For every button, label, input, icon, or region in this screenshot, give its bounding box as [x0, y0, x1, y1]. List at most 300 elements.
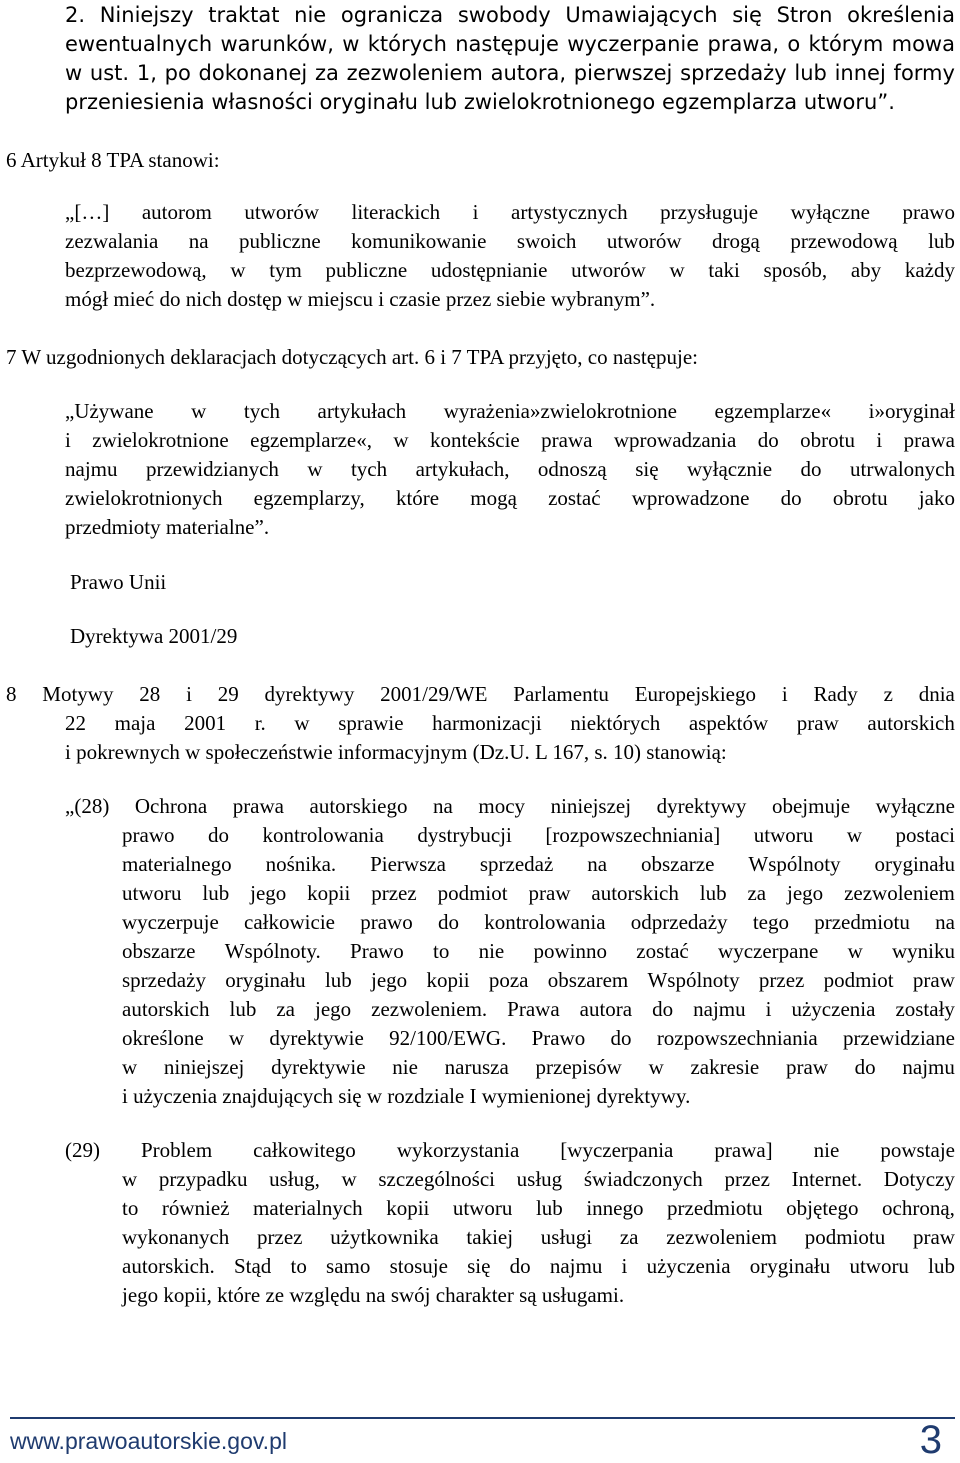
word: niniejszej [163, 1055, 245, 1079]
word: utworów [244, 200, 319, 224]
word: Stron [776, 3, 833, 27]
word: jego [787, 881, 824, 905]
word: w [65, 61, 83, 85]
page-number: 3 [919, 1418, 942, 1462]
word: autora [579, 997, 633, 1021]
word: mowa [891, 32, 955, 56]
word: i [472, 200, 479, 224]
word: traktat [208, 3, 280, 27]
word: tych [243, 399, 281, 423]
document-text-line [65, 455, 955, 483]
word: w [847, 939, 863, 963]
word: 29 [217, 682, 239, 706]
word: wyniku [892, 939, 955, 963]
word: o [787, 32, 801, 56]
word: objętego [786, 1196, 859, 1220]
word: zakresie [690, 1055, 760, 1079]
word: Rady [813, 682, 858, 706]
word: jego [314, 997, 352, 1021]
word: sprzedaż [479, 852, 554, 876]
word: się [732, 3, 762, 27]
word: Parlamentu [513, 682, 609, 706]
word: lub [535, 1196, 563, 1220]
word: nie [392, 1055, 418, 1079]
word: każdy [904, 258, 955, 282]
word: w [122, 1055, 138, 1079]
document-text-line [122, 1223, 955, 1251]
word: zostać [548, 486, 601, 510]
word: Pierwsza [370, 852, 446, 876]
word: „(28) [65, 794, 110, 818]
word: na [188, 229, 209, 253]
word: wprowadzone [631, 486, 750, 510]
word: bezprzewodową, [65, 258, 207, 282]
document-text-line [122, 908, 955, 936]
word: tych [350, 457, 388, 481]
word: usług, [269, 1167, 320, 1191]
word: publiczne [239, 229, 321, 253]
word: praw [785, 1055, 828, 1079]
document-text-line [122, 995, 955, 1023]
word: dystrybucji [417, 823, 512, 847]
word: egzemplarze«, [250, 428, 372, 452]
word: całkowitego [253, 1138, 356, 1162]
word: nie [478, 939, 505, 963]
word: przez [257, 1225, 303, 1249]
word: najmu [549, 1254, 603, 1278]
word: w [228, 1026, 245, 1050]
word: w [342, 32, 360, 56]
word: kopii [426, 968, 470, 992]
word: dyrektywie [271, 1055, 366, 1079]
word: praw [796, 711, 839, 735]
word: dyrektywy [656, 794, 747, 818]
document-text-line [65, 1136, 955, 1164]
document-text-line [122, 850, 955, 878]
word: których [367, 32, 447, 56]
document-text-line [122, 1252, 955, 1280]
word: którym [808, 32, 884, 56]
word: przedmiotu [814, 910, 910, 934]
document-text-line [122, 1194, 955, 1222]
word: całkowicie [244, 910, 335, 934]
word: formy [893, 61, 955, 85]
word: jego [250, 881, 287, 905]
word: kontrolowania [262, 823, 384, 847]
word: ust. [89, 61, 130, 85]
word: użytkownika [330, 1225, 439, 1249]
word: przysługuje [660, 200, 759, 224]
word: utrwalonych [850, 457, 955, 481]
word: na [433, 794, 453, 818]
document-text-line: 7 W uzgodnionych deklaracjach dotyczących art. 6 i 7 TPA przyjęto, co następuje: [6, 345, 699, 369]
word: użyczenia [791, 997, 876, 1021]
word: kontekście [429, 428, 520, 452]
word: jako [918, 486, 955, 510]
word: Niniejszy [99, 3, 194, 27]
word: „[…] [65, 200, 110, 224]
word: ogranicza [340, 3, 444, 27]
word: do [509, 1254, 531, 1278]
word: przez [724, 1167, 770, 1191]
word: zostały [895, 997, 955, 1021]
word: Prawo [350, 939, 404, 963]
word: ochroną, [882, 1196, 955, 1220]
word: w [122, 1167, 138, 1191]
word: z [883, 682, 893, 706]
word: stosuje [389, 1254, 448, 1278]
word: podmiot [437, 881, 508, 905]
word: lub [928, 1254, 955, 1278]
word: przypadku [158, 1167, 248, 1191]
word: utworu [452, 1196, 513, 1220]
word: autorskiego [309, 794, 408, 818]
word: 92/100/EWG. [389, 1026, 507, 1050]
word: lub [229, 997, 257, 1021]
word: tego [752, 910, 789, 934]
word: określenia [847, 3, 955, 27]
word: rozpowszechniania [656, 1026, 818, 1050]
word: Umawiających [565, 3, 718, 27]
word: Prawa [507, 997, 560, 1021]
word: zezwoleniem [844, 881, 955, 905]
word: autorskich [591, 881, 679, 905]
word: zwielokrotnione [92, 428, 229, 452]
word: warunków, [220, 32, 334, 56]
word: najmu [902, 1055, 955, 1079]
word: zezwoleniem [346, 61, 483, 85]
word: lub [794, 61, 827, 85]
document-text-line [65, 59, 955, 87]
word: tym [269, 258, 302, 282]
word: niektórych [570, 711, 661, 735]
word: samo [326, 1254, 371, 1278]
word: w [393, 428, 409, 452]
word: swobody [457, 3, 551, 27]
document-text-line: Dyrektywa 2001/29 [70, 624, 238, 648]
word: prawo [122, 823, 175, 847]
word: powstaje [880, 1138, 955, 1162]
word: 2001/29/WE [380, 682, 488, 706]
word: oryginału [225, 968, 306, 992]
word: prawa [541, 428, 593, 452]
word: przepisów [535, 1055, 622, 1079]
document-text-line [65, 1, 955, 29]
word: do [652, 997, 674, 1021]
word: na [935, 910, 955, 934]
document-text-line [122, 821, 955, 849]
word: do [208, 823, 229, 847]
word: obejmuje [771, 794, 851, 818]
word: udostępnianie [430, 258, 548, 282]
word: obrotu [832, 486, 888, 510]
document-text-line [122, 1053, 955, 1081]
word: dyrektywy [264, 682, 355, 706]
word: prawo [360, 910, 413, 934]
word: usługi [540, 1225, 593, 1249]
word: i»oryginał [868, 399, 955, 423]
word: podmiot [823, 968, 894, 992]
word: Dotyczy [883, 1167, 955, 1191]
document-text-line [65, 198, 955, 226]
word: powinno [533, 939, 608, 963]
word: Stąd [233, 1254, 272, 1278]
word: wyłącznie [686, 457, 773, 481]
document-text-line [65, 792, 955, 820]
word: publiczne [325, 258, 408, 282]
word: prawa] [714, 1138, 773, 1162]
word: za [619, 1225, 639, 1249]
document-text-line [65, 709, 955, 737]
word: Europejskiego [634, 682, 757, 706]
word: wyczerpanie [567, 32, 700, 56]
word: w [669, 258, 685, 282]
word: Motywy [42, 682, 114, 706]
word: 2. [65, 3, 86, 27]
word: autora, [490, 61, 567, 85]
word: lub [699, 881, 727, 905]
word: utworów [606, 229, 682, 253]
word: wyrażenia»zwielokrotnione [443, 399, 677, 423]
word: autorskich [122, 997, 210, 1021]
word: egzemplarzy, [253, 486, 365, 510]
word: dokonanej [198, 61, 308, 85]
word: sprawie [338, 711, 404, 735]
word: ewentualnych [65, 32, 213, 56]
word: utworu [753, 823, 814, 847]
word: lub [202, 881, 230, 905]
word: Wspólnoty. [224, 939, 321, 963]
word: to [290, 1254, 307, 1278]
word: przewidzianych [145, 457, 279, 481]
word: świadczonych [583, 1167, 703, 1191]
document-text-line [65, 484, 955, 512]
word: które [395, 486, 440, 510]
word: do [757, 428, 779, 452]
footer-divider [10, 1417, 955, 1419]
word: kontrolowania [484, 910, 606, 934]
word: mogą [470, 486, 517, 510]
word: w [648, 1055, 664, 1079]
word: i [876, 428, 883, 452]
word: 2001 [184, 711, 227, 735]
word: praw [912, 968, 955, 992]
word: 1, [136, 61, 157, 85]
word: do [437, 910, 459, 934]
word: wyczerpuje [122, 910, 219, 934]
word: i [621, 1254, 628, 1278]
word: wyłączne [875, 794, 955, 818]
word: najmu [693, 997, 746, 1021]
document-text-line [122, 879, 955, 907]
word: innego [586, 1196, 644, 1220]
word: sprzedaży [680, 61, 787, 85]
word: przewidziane [843, 1026, 955, 1050]
word: odnoszą [537, 457, 607, 481]
word: utworu [849, 1254, 909, 1278]
word: artykułach, [415, 457, 510, 481]
document-text-line: i pokrewnych w społeczeństwie informacyjnym (Dz.U. L 167, s. 10) stanowią: [65, 740, 727, 764]
word: na [587, 852, 608, 876]
word: przewodową [790, 229, 898, 253]
word: nie [813, 1138, 840, 1162]
word: prawa [232, 794, 284, 818]
word: oryginału [874, 852, 955, 876]
document-text-line [122, 1024, 955, 1052]
word: [rozpowszechniania] [545, 823, 721, 847]
word: zezwoleniem. [371, 997, 488, 1021]
word: literackich [351, 200, 441, 224]
word: 28 [139, 682, 161, 706]
word: taki [708, 258, 740, 282]
word: do [610, 1026, 632, 1050]
word: maja [114, 711, 156, 735]
word: mocy [478, 794, 526, 818]
document-text-line: przeniesienia własności oryginału lub zwielokrotnionego egzemplarza utworu”. [65, 90, 895, 114]
word: kopii [386, 1196, 430, 1220]
word: Wspólnoty [647, 968, 740, 992]
word: wyłączne [790, 200, 870, 224]
word: w [191, 399, 207, 423]
word: takiej [466, 1225, 514, 1249]
word: oryginału [749, 1254, 831, 1278]
word: wprowadzania [613, 428, 737, 452]
word: w [230, 258, 246, 282]
word: zezwoleniem [666, 1225, 778, 1249]
word: określone [122, 1026, 204, 1050]
document-text-line: Prawo Unii [70, 570, 167, 594]
word: w [846, 823, 862, 847]
word: praw [528, 881, 571, 905]
word: Wspólnoty [748, 852, 841, 876]
word: drogą [712, 229, 760, 253]
word: do [800, 457, 822, 481]
word: r. [254, 711, 266, 735]
word: zostać [636, 939, 689, 963]
word: przez [371, 881, 417, 905]
word: komunikowanie [351, 229, 487, 253]
word: obszarem [547, 968, 629, 992]
word: szczególności [378, 1167, 495, 1191]
document-text-line [65, 426, 955, 454]
word: przez [758, 968, 805, 992]
word: następuje [455, 32, 559, 56]
word: autorom [141, 200, 212, 224]
word: do [854, 1055, 876, 1079]
word: pierwszej [573, 61, 673, 85]
word: odprzedaży [630, 910, 728, 934]
word: utworów [571, 258, 646, 282]
word: aspektów [688, 711, 769, 735]
word: obszarze [640, 852, 715, 876]
word: narusza [444, 1055, 509, 1079]
word: w [307, 457, 323, 481]
word: sposób, [763, 258, 828, 282]
document-text-line [65, 397, 955, 425]
document-text-line [122, 937, 955, 965]
document-text-line: i użyczenia znajdujących się w rozdziale I wymienionej dyrektywy. [122, 1084, 691, 1108]
word: Ochrona [134, 794, 208, 818]
word: harmonizacji [432, 711, 542, 735]
word: w [341, 1167, 357, 1191]
word: po [164, 61, 191, 85]
word: aby [850, 258, 882, 282]
word: obrotu [800, 428, 855, 452]
document-text-line [122, 966, 955, 994]
word: za [747, 881, 767, 905]
document-text-line [65, 30, 955, 58]
word: egzemplarze« [714, 399, 832, 423]
word: obszarze [122, 939, 196, 963]
document-text-line [65, 227, 955, 255]
word: wyczerpane [718, 939, 819, 963]
word: i [781, 682, 788, 706]
word: i [765, 997, 772, 1021]
document-text-line [6, 680, 955, 708]
word: wykonanych [122, 1225, 230, 1249]
document-text-line: przedmioty materialne”. [65, 515, 270, 539]
word: się [635, 457, 659, 481]
word: materialnych [253, 1196, 363, 1220]
footer-url: www.prawoautorskie.gov.pl [10, 1428, 287, 1454]
word: materialnego [122, 852, 232, 876]
word: za [276, 997, 295, 1021]
word: utworu [122, 881, 182, 905]
word: autorskich [867, 711, 955, 735]
word: artykułach [317, 399, 407, 423]
word: prawa, [707, 32, 780, 56]
word: praw [912, 1225, 955, 1249]
word: również [161, 1196, 230, 1220]
word: zwielokrotnionych [65, 486, 223, 510]
word: prawa [903, 428, 955, 452]
word: Problem [141, 1138, 213, 1162]
word: autorskich. [122, 1254, 215, 1278]
word: Prawo [531, 1026, 586, 1050]
word: i [65, 428, 71, 452]
word: (29) [65, 1138, 100, 1162]
word: nie [294, 3, 327, 27]
document-text-line [122, 1165, 955, 1193]
document-text-line: jego kopii, które ze względu na swój charakter są usługami. [122, 1283, 625, 1307]
word: lub [324, 968, 352, 992]
word: do [780, 486, 802, 510]
word: prawo [902, 200, 955, 224]
word: sprzedaży [122, 968, 206, 992]
word: innej [834, 61, 886, 85]
word: swoich [516, 229, 577, 253]
word: dyrektywie [269, 1026, 364, 1050]
word: to [432, 939, 450, 963]
word: użyczenia [646, 1254, 731, 1278]
document-text-line [65, 256, 955, 284]
word: [wyczerpania [560, 1138, 674, 1162]
word: za [314, 61, 339, 85]
word: przedmiotu [667, 1196, 763, 1220]
word: zezwalania [65, 229, 159, 253]
word: kopii [307, 881, 351, 905]
document-text-line: 6 Artykuł 8 TPA stanowi: [6, 148, 220, 172]
document-text-line: mógł mieć do nich dostęp w miejscu i czasie przez siebie wybranym”. [65, 287, 656, 311]
word: w [294, 711, 310, 735]
word: lub [928, 229, 955, 253]
word: podmiotu [804, 1225, 886, 1249]
word: jego [371, 968, 408, 992]
word: się [467, 1254, 491, 1278]
word: najmu [65, 457, 118, 481]
word: to [122, 1196, 139, 1220]
word: wykorzystania [396, 1138, 520, 1162]
